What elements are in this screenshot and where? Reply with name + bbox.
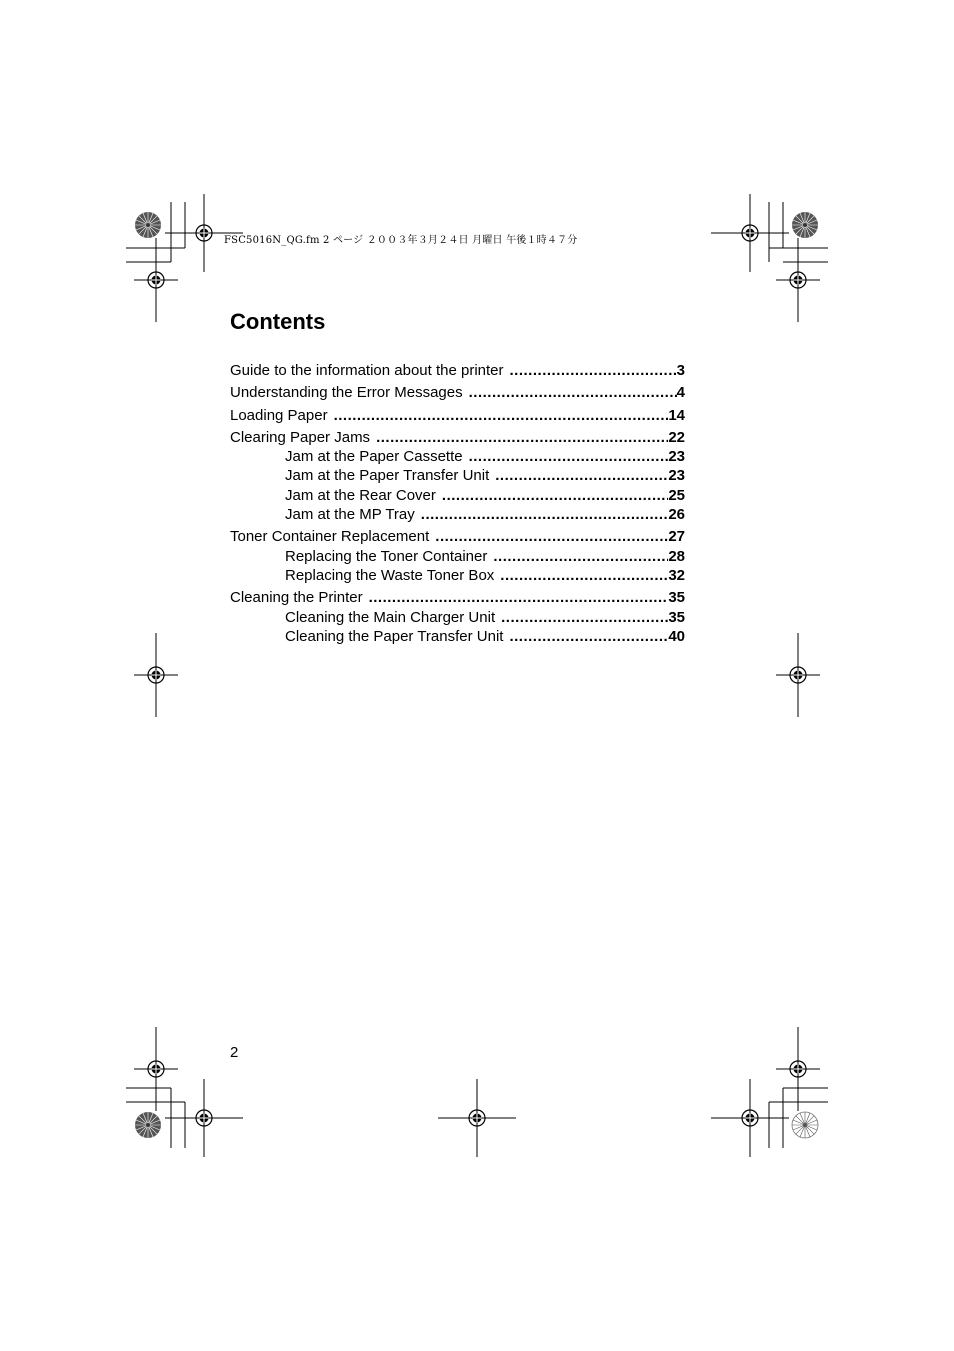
toc-entry-label: Cleaning the Paper Transfer Unit	[285, 628, 504, 645]
toc-entry-page: 4	[676, 384, 685, 401]
toc-subentry[interactable]	[285, 506, 685, 524]
toc-subentry[interactable]	[285, 628, 685, 646]
toc-entry-page: 26	[668, 506, 685, 523]
toc-entry-page: 35	[668, 609, 685, 626]
registration-mark-icon	[711, 1079, 789, 1157]
registration-mark-icon	[776, 633, 820, 717]
toc-entry-label: Cleaning the Main Charger Unit	[285, 609, 496, 626]
dot-leader	[509, 628, 668, 646]
starburst-target-icon	[135, 212, 161, 238]
dot-leader	[376, 429, 668, 447]
toc-entry-page: 3	[676, 362, 685, 379]
toc-entry-label: Clearing Paper Jams	[230, 429, 371, 446]
toc-entry-label: Understanding the Error Messages	[230, 384, 463, 401]
dot-leader	[469, 384, 677, 402]
toc-subentry[interactable]	[285, 448, 685, 466]
toc-entry[interactable]	[230, 384, 685, 402]
toc-entry[interactable]	[230, 362, 685, 380]
page-number: 2	[230, 1044, 239, 1061]
toc-subentry[interactable]	[285, 467, 685, 485]
dot-leader	[500, 567, 668, 585]
toc-entry-page: 25	[668, 487, 685, 504]
toc-entry-label: Loading Paper	[230, 407, 328, 424]
header-stamp: FSC5016N_QG.fm 2 ページ ２００３年３月２４日 月曜日 午後１時４７分	[224, 235, 578, 246]
dot-leader	[369, 589, 669, 607]
toc-entry-page: 32	[668, 567, 685, 584]
toc-subentry[interactable]	[285, 609, 685, 627]
registration-mark-icon	[776, 238, 820, 322]
registration-mark-icon	[134, 633, 178, 717]
dot-leader	[501, 609, 668, 627]
starburst-target-icon	[135, 1112, 161, 1138]
toc-entry[interactable]	[230, 528, 685, 546]
toc-entry-page: 28	[668, 548, 685, 565]
page-title: Contents	[230, 309, 326, 334]
toc-entry[interactable]	[230, 589, 685, 607]
toc-subentry[interactable]	[285, 548, 685, 566]
toc-entry-label: Jam at the MP Tray	[285, 506, 415, 523]
toc-entry-label: Jam at the Paper Transfer Unit	[285, 467, 490, 484]
toc-entry-label: Guide to the information about the printer	[230, 362, 504, 379]
table-of-contents	[230, 0, 685, 1351]
dot-leader	[493, 548, 668, 566]
toc-entry-label: Toner Container Replacement	[230, 528, 430, 545]
toc-entry-label: Jam at the Rear Cover	[285, 487, 436, 504]
toc-subentry[interactable]	[285, 487, 685, 505]
registration-mark-icon	[711, 194, 789, 272]
dot-leader	[469, 448, 669, 466]
toc-entry-page: 23	[668, 448, 685, 465]
toc-entry-label: Jam at the Paper Cassette	[285, 448, 463, 465]
dot-leader	[334, 407, 669, 425]
dot-leader	[421, 506, 669, 524]
dot-leader	[495, 467, 668, 485]
dot-leader	[435, 528, 668, 546]
dot-leader	[442, 487, 668, 505]
toc-entry-page: 14	[668, 407, 685, 424]
starburst-target-icon	[792, 1112, 818, 1138]
toc-entry[interactable]	[230, 407, 685, 425]
starburst-target-icon	[792, 212, 818, 238]
toc-entry-page: 27	[668, 528, 685, 545]
toc-subentry[interactable]	[285, 567, 685, 585]
toc-entry[interactable]	[230, 429, 685, 447]
toc-entry-page: 22	[668, 429, 685, 446]
toc-entry-page: 23	[668, 467, 685, 484]
dot-leader	[510, 362, 677, 380]
toc-entry-page: 40	[668, 628, 685, 645]
toc-entry-label: Replacing the Waste Toner Box	[285, 567, 495, 584]
toc-entry-label: Cleaning the Printer	[230, 589, 363, 606]
toc-entry-label: Replacing the Toner Container	[285, 548, 488, 565]
toc-entry-page: 35	[668, 589, 685, 606]
